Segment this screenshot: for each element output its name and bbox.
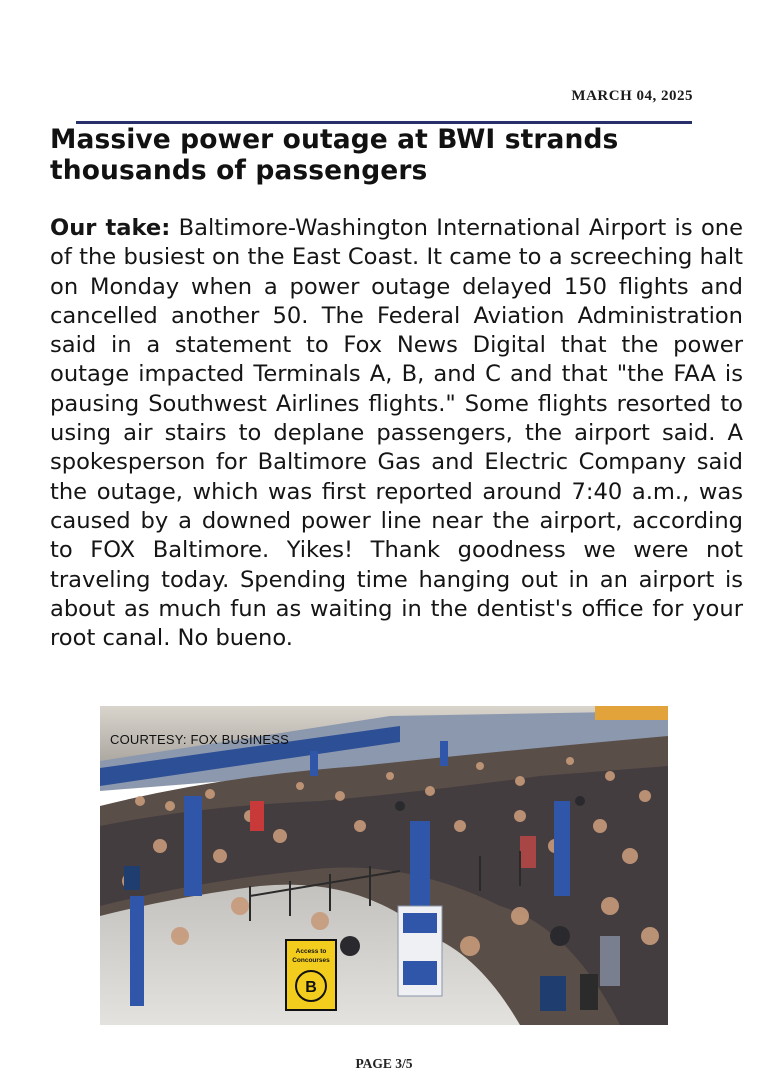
- article-body: [50, 214, 743, 653]
- page-number: PAGE 3/5: [355, 1056, 413, 1071]
- airport-crowd-photo: [100, 706, 668, 1025]
- headline: Massive power outage at BWI strands thousands of passengers: [50, 124, 619, 186]
- svg-text:Concourses: Concourses: [292, 957, 330, 964]
- body-text: Baltimore-Washington International Airport is one of the busiest on the East Coast. It came to a screeching halt on Monday when a power outage delayed 150 flights and cancelled another 50. The Federal Aviation Administration said in a statement to Fox News Digital that the power outage impacted Terminals A, B, and C and that "the FAA is pausing Southwest Airlines flights." Some flights resorted to using air stairs to deplane passengers, the airport said. A spokesperson for Baltimore Gas and Electric Company said the outage, which was first reported around 7:40 a.m., was caused by a downed power line near the airport, according to FOX Baltimore. Yikes! Thank goodness we were not traveling today. Spending time hanging out in an airport is about as much fun as waiting in the dentist's office for your root canal. No bueno.: [50, 215, 743, 652]
- svg-text:Access to: Access to: [295, 948, 327, 955]
- svg-text:B: B: [305, 979, 317, 996]
- lead-label: Our take:: [50, 215, 171, 241]
- article-date: MARCH 04, 2025: [571, 88, 693, 104]
- photo-credit: COURTESY: FOX BUSINESS: [110, 732, 289, 747]
